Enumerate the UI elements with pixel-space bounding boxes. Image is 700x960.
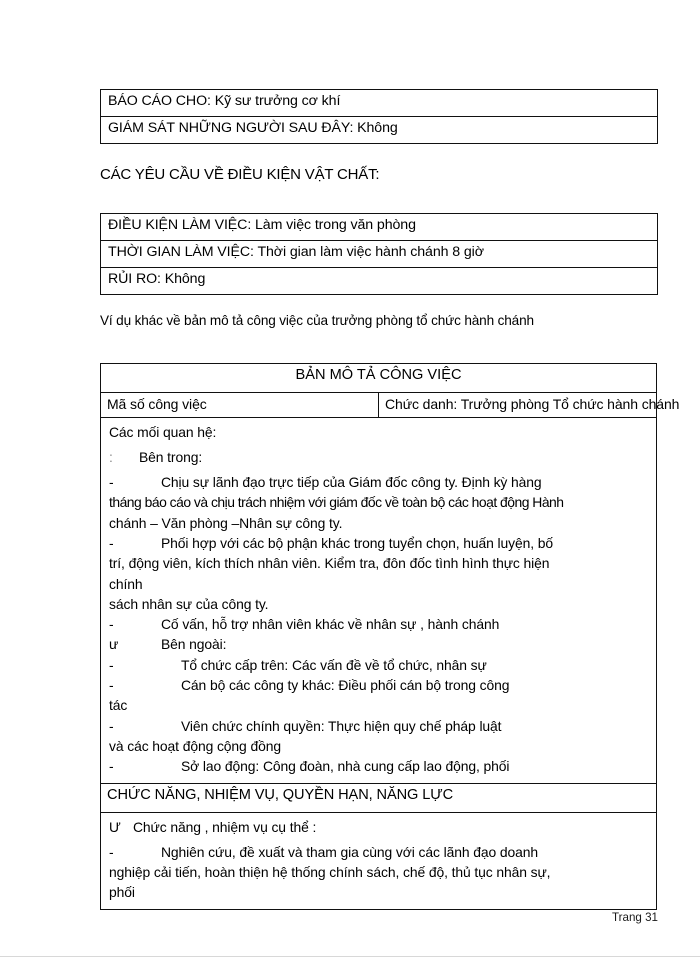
internal-item-line: Phối hợp với các bộ phận khác trong tuyển chọn, huấn luyện, bố [161,535,553,551]
table-row [101,214,658,241]
external-heading-row [109,634,648,654]
functions-cell [101,812,657,909]
external-item-line: Sở lao động: Công đoàn, nhà cung cấp lao động, phối [181,758,510,775]
internal-label: Bên trong: [139,448,203,465]
external-item-line: tác [109,697,128,714]
dash-marker: - [109,656,114,673]
page-footer: Trang 31 [612,911,658,924]
internal-item-line: tháng báo cáo và chịu trách nhiệm với giám đốc về toàn bộ các hoạt động Hành [109,494,564,511]
dash-marker: - [109,717,114,734]
external-item-line: Viên chức chính quyền: Thực hiện quy chế pháp luật [181,717,502,734]
dash-marker: - [109,677,114,694]
functions-heading-row [109,817,648,837]
job-position-cell: Chức danh: Trưởng phòng Tổ chức hành chánh [379,393,657,418]
job-description-title: BẢN MÔ TẢ CÔNG VIỆC [101,364,657,393]
internal-item [109,614,648,634]
dash-marker: - [109,616,114,633]
internal-item-line: chánh – Văn phòng –Nhân sự công ty. [109,514,343,531]
physical-requirements-heading: CÁC YÊU CẦU VỀ ĐIỀU KIỆN VẬT CHẤT: [100,166,380,183]
table-row [101,393,657,418]
external-item [109,655,648,675]
supervises-cell: GIÁM SÁT NHỮNG NGƯỜI SAU ĐÂY: Không [101,117,658,144]
dash-marker: - [109,474,114,491]
internal-item-line: sách nhân sự của công ty. [109,595,269,612]
working-condition-cell: ĐIỀU KIỆN LÀM VIỆC: Làm việc trong văn phòng [101,214,658,241]
internal-item-line: Chịu sự lãnh đạo trực tiếp của Giám đốc công ty. Định kỳ hàng [161,474,542,491]
internal-item [109,472,648,492]
risk-cell: RỦI RO: Không [101,268,658,295]
internal-heading-row [109,447,648,467]
internal-item-line: Cố vấn, hỗ trợ nhân viên khác về nhân sự , hành chánh [161,616,500,633]
functions-item [109,842,648,862]
external-marker: ư [109,636,119,653]
functions-band-header: CHỨC NĂNG, NHIỆM VỤ, QUYỀN HẠN, NĂNG LỰC [101,783,657,812]
internal-item [109,533,648,553]
dash-marker: - [109,758,114,775]
table-row [101,90,658,117]
table-row [101,783,657,812]
report-to-cell: BÁO CÁO CHO: Kỹ sư trưởng cơ khí [101,90,658,117]
external-item [109,756,648,776]
table-row [101,812,657,909]
external-item [109,716,648,736]
table-row [101,417,657,783]
working-conditions-table [100,213,658,295]
scan-edge-artifact [0,956,700,957]
functions-item-line: Nghiên cứu, đề xuất và tham gia cùng với các lãnh đạo doanh [161,843,538,860]
external-item-line: và các hoạt động cộng đồng [109,737,281,754]
external-item [109,675,648,695]
relations-cell [101,417,657,783]
functions-marker: Ư [109,818,121,835]
external-item-line: Cán bộ các công ty khác: Điều phối cán bộ trong công [181,677,510,694]
job-description-table [100,363,680,910]
table-row [101,241,658,268]
table-row [101,268,658,295]
reporting-table [100,89,658,144]
internal-item-line: trí, động viên, kích thích nhân viên. Kiểm tra, đôn đốc tình hình thực hiện [109,555,550,572]
functions-item-line: phối [109,884,135,901]
internal-item-line: chính [109,575,143,592]
working-hours-cell: THỜI GIAN LÀM VIỆC: Thời gian làm việc hành chánh 8 giờ [101,241,658,268]
functions-item-line: nghiệp cải tiến, hoàn thiện hệ thống chính sách, chế độ, thủ tục nhân sự, [109,864,551,881]
dash-marker: - [109,535,114,551]
relations-heading: Các mối quan hệ: [109,423,217,440]
job-code-cell: Mã số công việc [101,393,379,418]
external-item-line: Tổ chức cấp trên: Các vấn đề về tổ chức, nhân sự [181,656,487,673]
external-label: Bên ngoài: [161,636,227,653]
functions-label: Chức năng , nhiệm vụ cụ thể : [133,818,317,835]
example-paragraph: Ví dụ khác về bản mô tả công việc của trưởng phòng tổ chức hành chánh [100,313,534,328]
table-row [101,364,657,393]
internal-marker: : [109,448,113,465]
table-row [101,117,658,144]
dash-marker: - [109,843,114,860]
